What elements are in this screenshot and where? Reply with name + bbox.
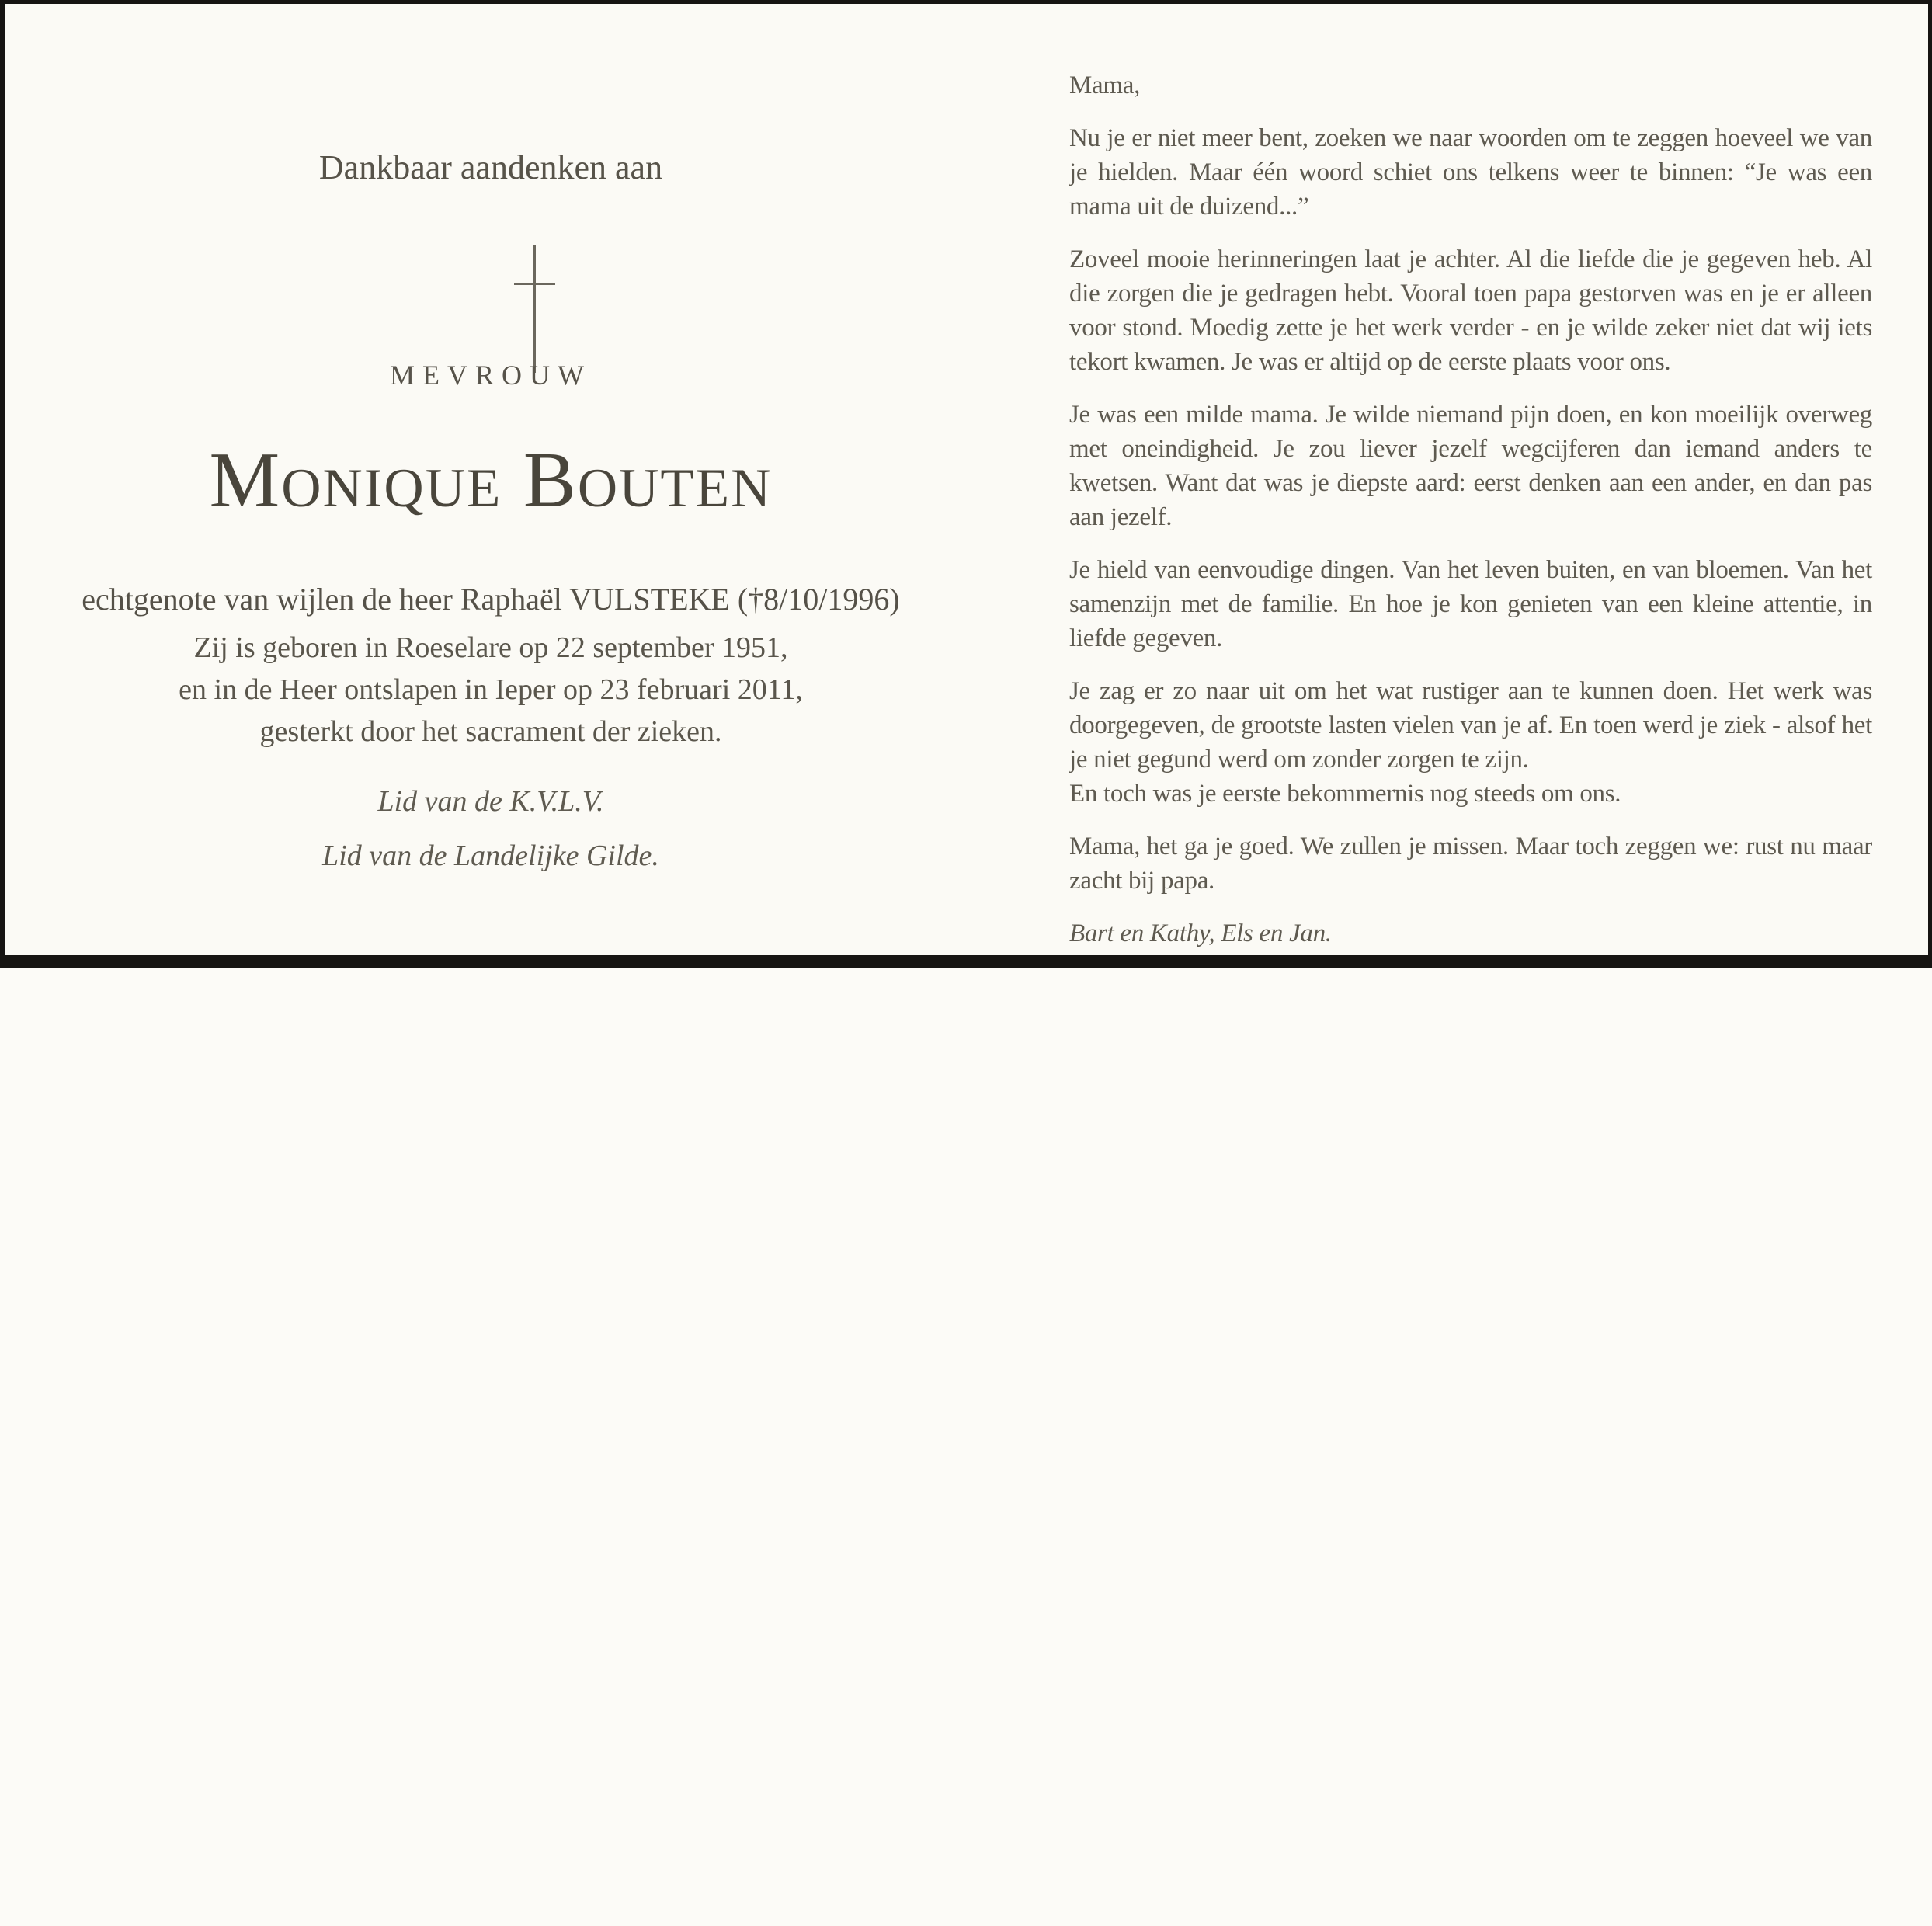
front-header: Dankbaar aandenken aan [318,148,663,186]
letter-closing-line: En toch was je eerste bekommernis nog steeds om ons. [1069,780,1621,808]
letter-signature: Bart en Kathy, Els en Jan. [1069,920,1332,947]
card-front-panel [45,0,936,968]
scan-divider-line [0,955,1932,968]
bottom-scan-page [0,968,1932,1926]
letter-salutation: Mama, [1069,71,1141,99]
deceased-name: Monique Bouten [209,436,773,524]
cross-vertical-bar [533,245,536,373]
scan-edge-top [0,0,1932,4]
letter-paragraph: Nu je er niet meer bent, zoeken we naar woorden om te zeggen hoeveel we van je hielden. Maar één woord schiet ons telkens weer te binnen: “Je was een mama uit de duizend...” [1069,124,1872,221]
scan-edge-right [1928,0,1932,968]
scan-edge-left [0,0,5,968]
cross-horizontal-bar [514,283,555,285]
title-mevrouw: MEVROUW [390,360,592,391]
letter-paragraph: Je zag er zo naar uit om het wat rustiger aan te kunnen doen. Het werk was doorgegeven, de grootste lasten vielen van je af. En toen werd je ziek - alsof het je niet gegund werd om zonder zorgen te zijn. [1069,677,1872,774]
letter-paragraph: Zoveel mooie herinneringen laat je achter. Al die liefde die je gegeven heb. Al die zorgen die je gedragen hebt. Vooral toen papa gestorven was en je er alleen voor stond. Moedig zette je het werk verder - en je wilde zeker niet dat wij iets tekort kwamen. Je was er altijd op de eerste plaats voor ons. [1069,245,1872,376]
sacrament-line: gesterkt door het sacrament der zieken. [259,715,722,748]
letter-paragraph: Je hield van eenvoudige dingen. Van het leven buiten, en van bloemen. Van het samenzijn met de familie. En hoe je kon genieten van een kleine attentie, in liefde gegeven. [1069,556,1872,652]
spouse-line: echtgenote van wijlen de heer Raphaël VULSTEKE (†8/10/1996) [82,582,900,617]
letter-farewell: Mama, het ga je goed. We zullen je missen. Maar toch zeggen we: rust nu maar zacht bij papa. [1069,833,1872,895]
death-line: en in de Heer ontslapen in Ieper op 23 februari 2011, [179,673,803,706]
membership-kvlv: Lid van de K.V.L.V. [377,785,604,818]
membership-gilde: Lid van de Landelijke Gilde. [322,840,659,872]
birth-line: Zij is geboren in Roeselare op 22 september 1951, [193,631,788,664]
letter-paragraph: Je was een milde mama. Je wilde niemand pijn doen, en kon moeilijk overweg met oneindigheid. Je zou liever jezelf wegcijferen dan iemand anders te kwetsen. Want dat was je diepste aard: eerst denken aan een ander, en dan pas aan jezelf. [1069,401,1872,531]
farewell-letter [1069,68,1872,969]
